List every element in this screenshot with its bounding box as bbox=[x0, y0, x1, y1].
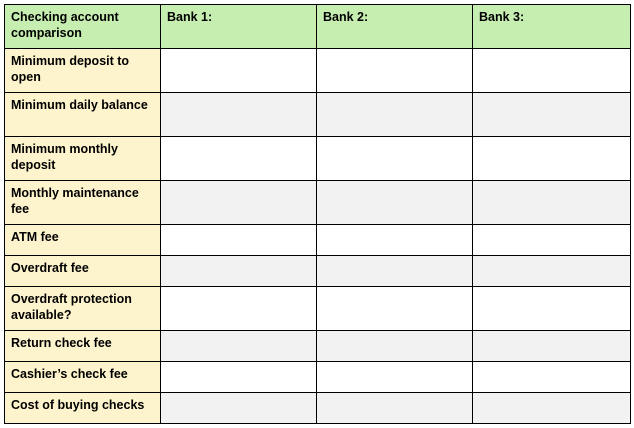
row-label-return-check-fee: Return check fee bbox=[5, 331, 161, 362]
cell-bank-1-overdraft-fee[interactable] bbox=[161, 256, 317, 287]
row-label-cashiers-check-fee: Cashier’s check fee bbox=[5, 362, 161, 393]
cell-bank-3-overdraft-fee[interactable] bbox=[473, 256, 631, 287]
cell-bank-1-overdraft-protection[interactable] bbox=[161, 287, 317, 331]
corner-header-label: Checking account comparison bbox=[5, 5, 161, 49]
cell-bank-2-overdraft-protection[interactable] bbox=[317, 287, 473, 331]
cell-bank-3-minimum-monthly-deposit[interactable] bbox=[473, 137, 631, 181]
cell-bank-1-monthly-maintenance-fee[interactable] bbox=[161, 181, 317, 225]
table-row bbox=[5, 49, 631, 93]
table-row bbox=[5, 393, 631, 424]
table-row bbox=[5, 225, 631, 256]
table-row bbox=[5, 93, 631, 137]
cell-bank-1-minimum-daily-balance[interactable] bbox=[161, 93, 317, 137]
cell-bank-2-cost-of-buying-checks[interactable] bbox=[317, 393, 473, 424]
row-label-minimum-deposit: Minimum deposit to open bbox=[5, 49, 161, 93]
table-row bbox=[5, 287, 631, 331]
cell-bank-1-minimum-monthly-deposit[interactable] bbox=[161, 137, 317, 181]
cell-bank-2-minimum-daily-balance[interactable] bbox=[317, 93, 473, 137]
cell-bank-1-cost-of-buying-checks[interactable] bbox=[161, 393, 317, 424]
row-label-cost-of-buying-checks: Cost of buying checks bbox=[5, 393, 161, 424]
row-label-overdraft-protection: Overdraft protection available? bbox=[5, 287, 161, 331]
row-label-minimum-monthly-deposit: Minimum monthly deposit bbox=[5, 137, 161, 181]
cell-bank-2-minimum-monthly-deposit[interactable] bbox=[317, 137, 473, 181]
cell-bank-3-atm-fee[interactable] bbox=[473, 225, 631, 256]
row-label-atm-fee: ATM fee bbox=[5, 225, 161, 256]
cell-bank-3-return-check-fee[interactable] bbox=[473, 331, 631, 362]
table-row bbox=[5, 256, 631, 287]
cell-bank-1-atm-fee[interactable] bbox=[161, 225, 317, 256]
cell-bank-3-cashiers-check-fee[interactable] bbox=[473, 362, 631, 393]
table-row bbox=[5, 137, 631, 181]
cell-bank-1-cashiers-check-fee[interactable] bbox=[161, 362, 317, 393]
table-row bbox=[5, 362, 631, 393]
cell-bank-1-return-check-fee[interactable] bbox=[161, 331, 317, 362]
column-header-bank-2: Bank 2: bbox=[317, 5, 473, 49]
cell-bank-2-return-check-fee[interactable] bbox=[317, 331, 473, 362]
cell-bank-1-minimum-deposit[interactable] bbox=[161, 49, 317, 93]
cell-bank-3-monthly-maintenance-fee[interactable] bbox=[473, 181, 631, 225]
table-row bbox=[5, 181, 631, 225]
checking-account-comparison-table bbox=[4, 4, 631, 424]
cell-bank-2-overdraft-fee[interactable] bbox=[317, 256, 473, 287]
cell-bank-2-minimum-deposit[interactable] bbox=[317, 49, 473, 93]
header-row bbox=[5, 5, 631, 49]
cell-bank-2-monthly-maintenance-fee[interactable] bbox=[317, 181, 473, 225]
cell-bank-3-cost-of-buying-checks[interactable] bbox=[473, 393, 631, 424]
row-label-overdraft-fee: Overdraft fee bbox=[5, 256, 161, 287]
cell-bank-2-cashiers-check-fee[interactable] bbox=[317, 362, 473, 393]
cell-bank-3-minimum-deposit[interactable] bbox=[473, 49, 631, 93]
cell-bank-3-minimum-daily-balance[interactable] bbox=[473, 93, 631, 137]
column-header-bank-1: Bank 1: bbox=[161, 5, 317, 49]
table-row bbox=[5, 331, 631, 362]
cell-bank-3-overdraft-protection[interactable] bbox=[473, 287, 631, 331]
cell-bank-2-atm-fee[interactable] bbox=[317, 225, 473, 256]
row-label-monthly-maintenance-fee: Monthly maintenance fee bbox=[5, 181, 161, 225]
row-label-minimum-daily-balance: Minimum daily balance bbox=[5, 93, 161, 137]
column-header-bank-3: Bank 3: bbox=[473, 5, 631, 49]
